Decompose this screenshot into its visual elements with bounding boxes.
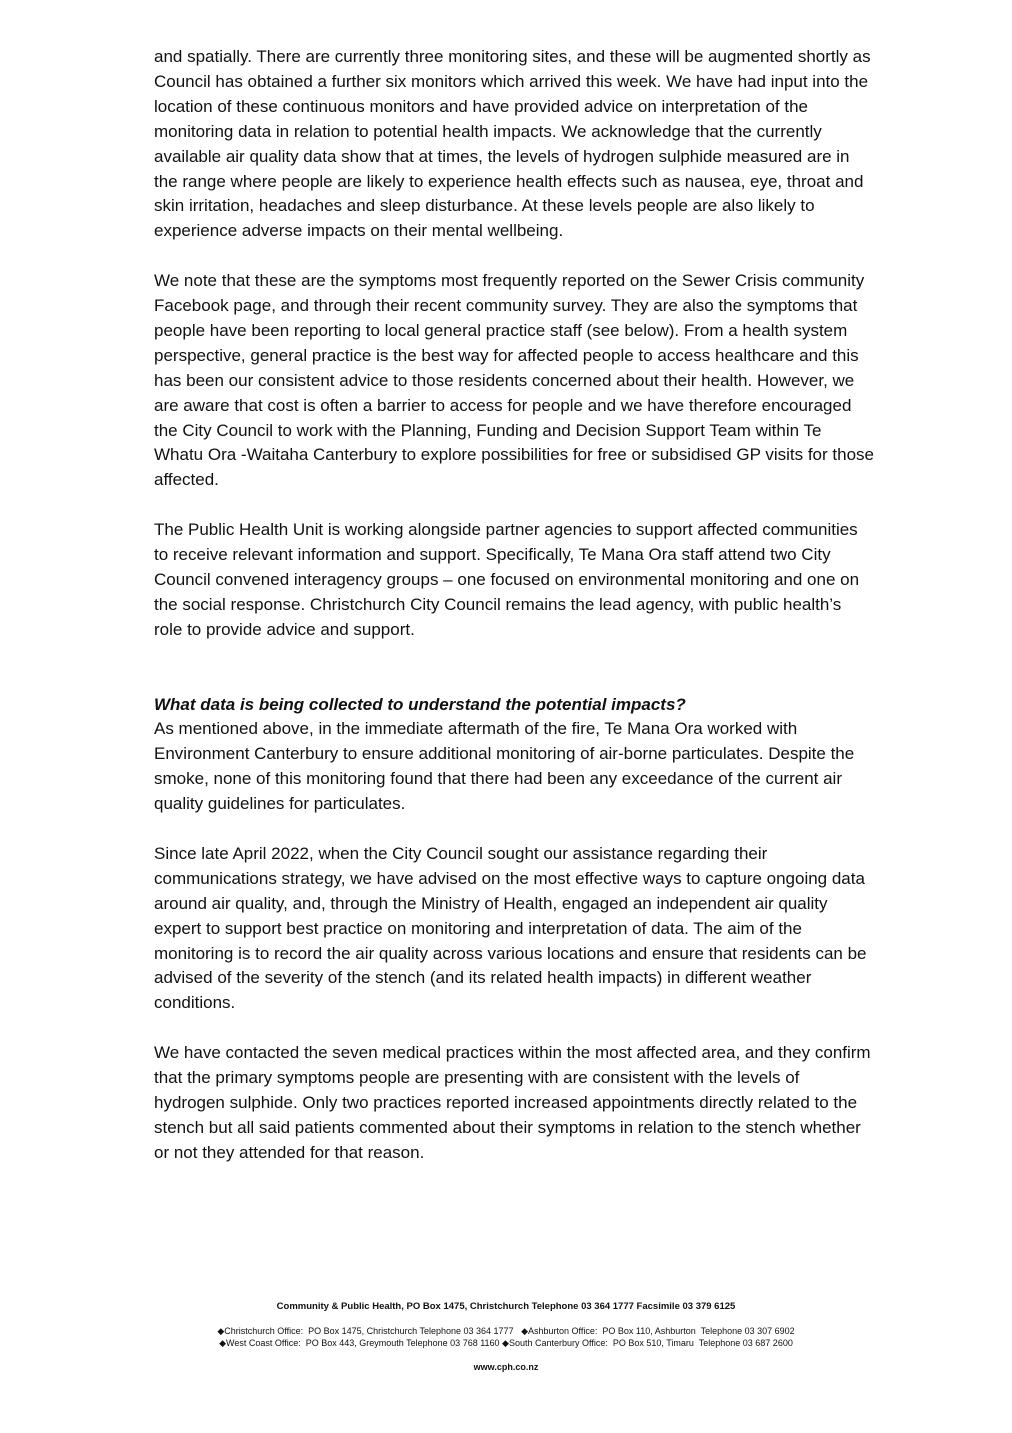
footer-offices-row: ◆West Coast Office: PO Box 443, Greymouth Telephone 03 768 1160 ◆South Canterbury Office: PO Box 510, Timaru Telephone 03 687 2600 — [219, 1338, 793, 1348]
paragraph-reported-symptoms: We note that these are the symptoms most frequently reported on the Sewer Crisis community Facebook page, and through their recent community survey. They are also the symptoms that people have been reporting to local general practice staff (see below). From a health system perspective, general practice is the best way for affected people to access healthcare and this has been our consistent advice to those residents concerned about their health. However, we are aware that cost is often a barrier to access for people and we have therefore encouraged the City Council to work with the Planning, Funding and Decision Support Team within Te Whatu Ora -Waitaha Canterbury to explore possibilities for free or subsidised GP visits for those affected. — [154, 271, 874, 490]
section-heading: What data is being collected to understand the potential impacts? — [154, 694, 686, 714]
document-body — [154, 45, 874, 1191]
paragraph-air-quality-monitoring: and spatially. There are currently three monitoring sites, and these will be augmented shortly as Council has obtained a further six monitors which arrived this week. We have had input into the location of these continuous monitors and have provided advice on interpretation of the monitoring data in relation to potential health impacts. We acknowledge that the currently available air quality data show that at times, the levels of hydrogen sulphide measured are in the range where people are likely to experience health effects such as nausea, eye, throat and skin irritation, headaches and sleep disturbance. At these levels people are also likely to experience adverse impacts on their mental wellbeing. — [154, 47, 871, 241]
footer-website-link[interactable]: www.cph.co.nz — [473, 1362, 539, 1372]
paragraph-medical-practices: We have contacted the seven medical practices within the most affected area, and they confirm that the primary symptoms people are presenting with are consistent with the levels of hydrogen sulphide. Only two practices reported increased appointments directly related to the stench but all said patients commented about their symptoms in relation to the stench whether or not they attended for that reason. — [154, 1043, 871, 1162]
paragraph-public-health-unit: The Public Health Unit is working alongside partner agencies to support affected communities to receive relevant information and support. Specifically, Te Mana Ora staff attend two City Council convened interagency groups – one focused on environmental monitoring and one on the social response. Christchurch City Council remains the lead agency, with public health’s role to provide advice and support. — [154, 520, 860, 639]
footer-offices-row: ◆Christchurch Office: PO Box 1475, Christchurch Telephone 03 364 1777 ◆Ashburton Office: PO Box 110, Ashburton Telephone 03 307 6902 — [217, 1326, 795, 1336]
paragraph-fire-aftermath: As mentioned above, in the immediate aftermath of the fire, Te Mana Ora worked with Environment Canterbury to ensure additional monitoring of air-borne particulates. Despite the smoke, none of this monitoring found that there had been any exceedance of the current air quality guidelines for particulates. — [154, 719, 855, 814]
paragraph-since-april: Since late April 2022, when the City Council sought our assistance regarding their communications strategy, we have advised on the most effective ways to capture ongoing data around air quality, and, through the Ministry of Health, engaged an independent air quality expert to support best practice on monitoring and interpretation of data. The aim of the monitoring is to record the air quality across various locations and ensure that residents can be advised of the severity of the stench (and its related health impacts) in different weather conditions. — [154, 843, 867, 1013]
footer-contact-line: Community & Public Health, PO Box 1475, Christchurch Telephone 03 364 1777 Facsimile 03 379 6125 — [276, 1301, 736, 1312]
footer-offices — [0, 1325, 1012, 1349]
